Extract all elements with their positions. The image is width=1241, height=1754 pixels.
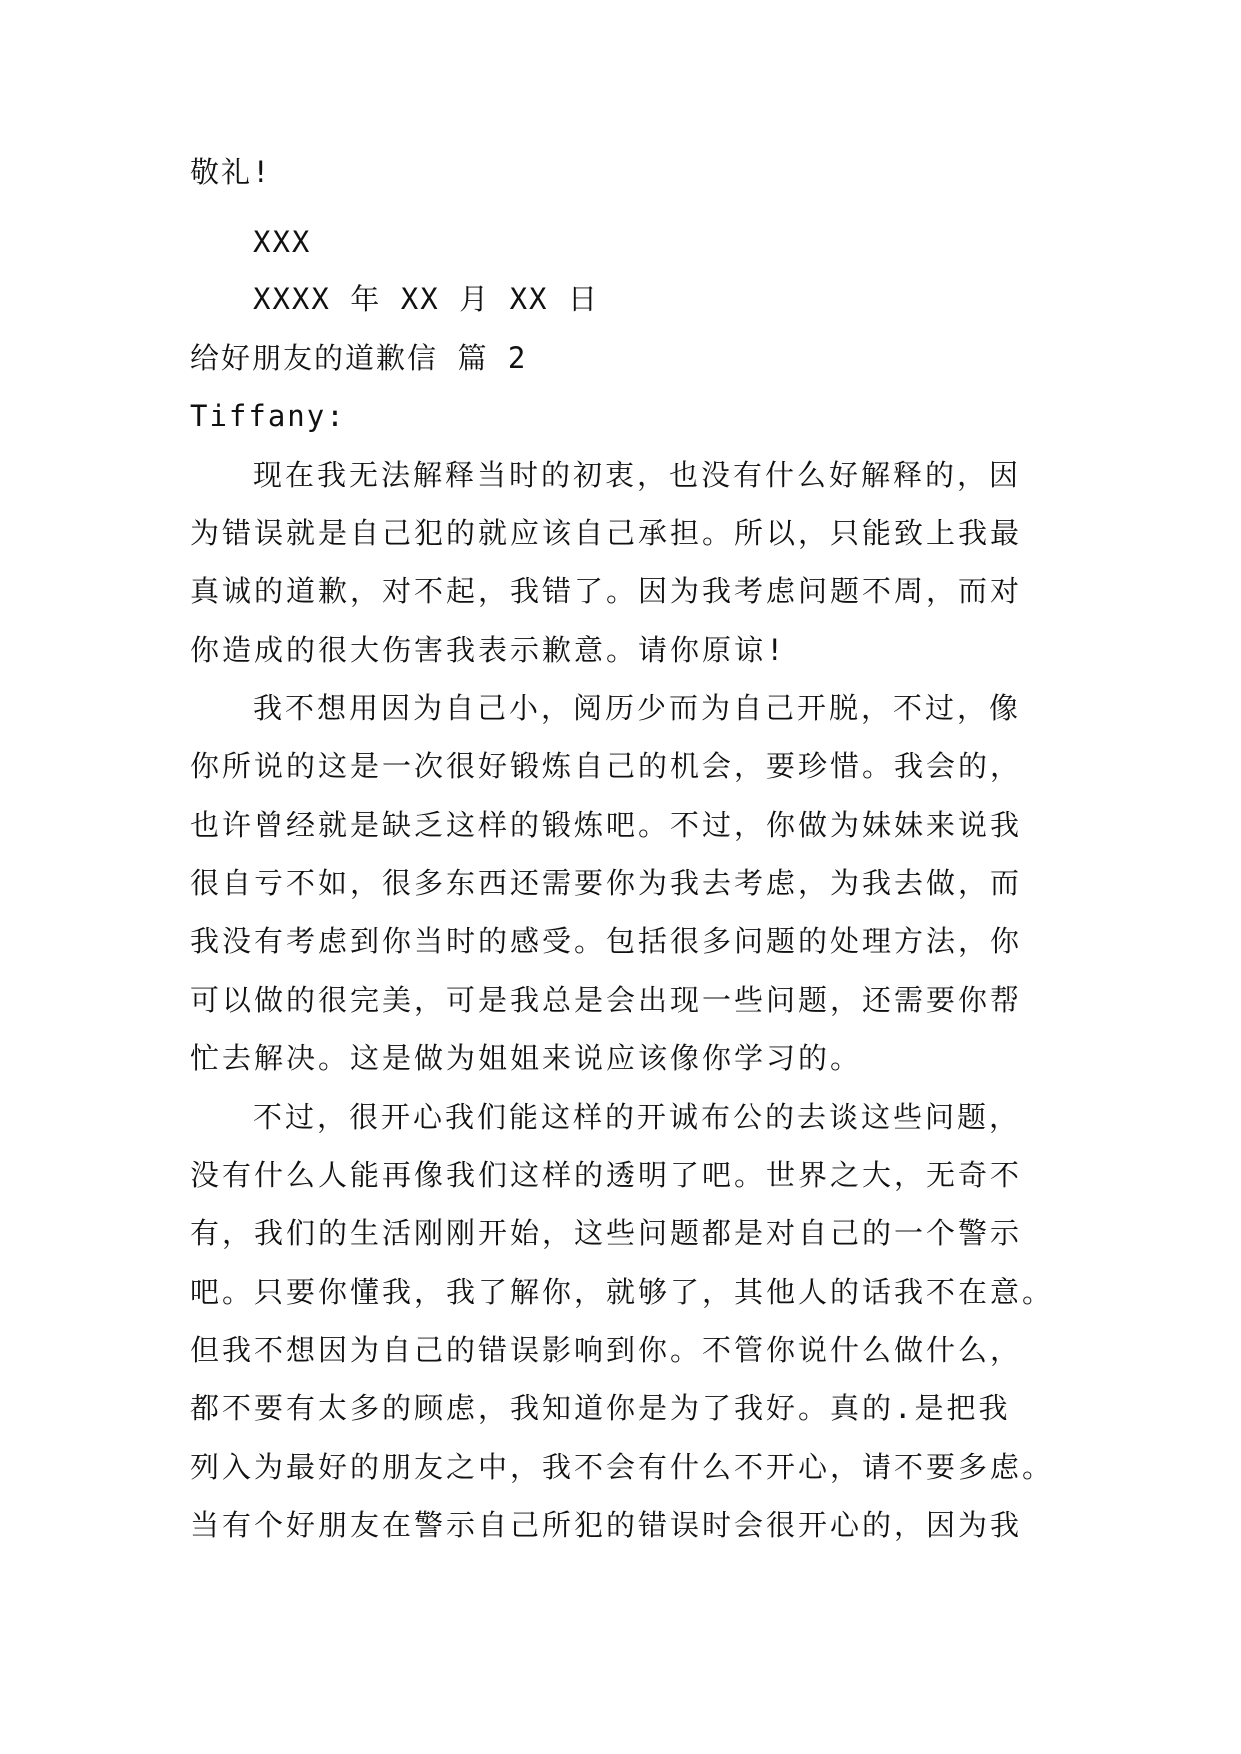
body-line: 很自亏不如，很多东西还需要你为我去考虑，为我去做，而 <box>190 866 1023 900</box>
recipient: Tiffany: <box>190 399 346 433</box>
body-line: 都不要有太多的顾虑，我知道你是为了我好。真的.是把我 <box>190 1391 1011 1425</box>
body-line: 你造成的很大伤害我表示歉意。请你原谅! <box>190 633 787 667</box>
body-line: 列入为最好的朋友之中，我不会有什么不开心，请不要多虑。 <box>190 1450 1055 1484</box>
body-line: 可以做的很完美，可是我总是会出现一些问题，还需要你帮 <box>190 983 1023 1017</box>
body-line: 但我不想因为自己的错误影响到你。不管你说什么做什么， <box>190 1333 1023 1367</box>
body-line: 你所说的这是一次很好锻炼自己的机会，要珍惜。我会的， <box>190 749 1023 783</box>
body-line: 也许曾经就是缺乏这样的锻炼吧。不过，你做为妹妹来说我 <box>190 808 1023 842</box>
letter-date: XXXX 年 XX 月 XX 日 <box>253 282 599 316</box>
body-line: 忙去解决。这是做为姐姐来说应该像你学习的。 <box>190 1041 863 1075</box>
body-line: 真诚的道歉，对不起，我错了。因为我考虑问题不周，而对 <box>190 574 1023 608</box>
signature: XXX <box>253 225 312 259</box>
body-line: 为错误就是自己犯的就应该自己承担。所以，只能致上我最 <box>190 516 1023 550</box>
body-line: 有，我们的生活刚刚开始，这些问题都是对自己的一个警示 <box>190 1216 1023 1250</box>
closing-salute: 敬礼! <box>190 155 272 189</box>
body-line: 不过，很开心我们能这样的开诚布公的去谈这些问题， <box>253 1100 1022 1134</box>
section-title: 给好朋友的道歉信 篇 2 <box>190 341 528 375</box>
body-line: 没有什么人能再像我们这样的透明了吧。世界之大，无奇不 <box>190 1158 1023 1192</box>
body-line: 当有个好朋友在警示自己所犯的错误时会很开心的，因为我 <box>190 1508 1023 1542</box>
body-line: 现在我无法解释当时的初衷，也没有什么好解释的，因 <box>253 458 1022 492</box>
body-line: 吧。只要你懂我，我了解你，就够了，其他人的话我不在意。 <box>190 1275 1055 1309</box>
body-line: 我没有考虑到你当时的感受。包括很多问题的处理方法，你 <box>190 924 1023 958</box>
body-line: 我不想用因为自己小，阅历少而为自己开脱，不过，像 <box>253 691 1022 725</box>
